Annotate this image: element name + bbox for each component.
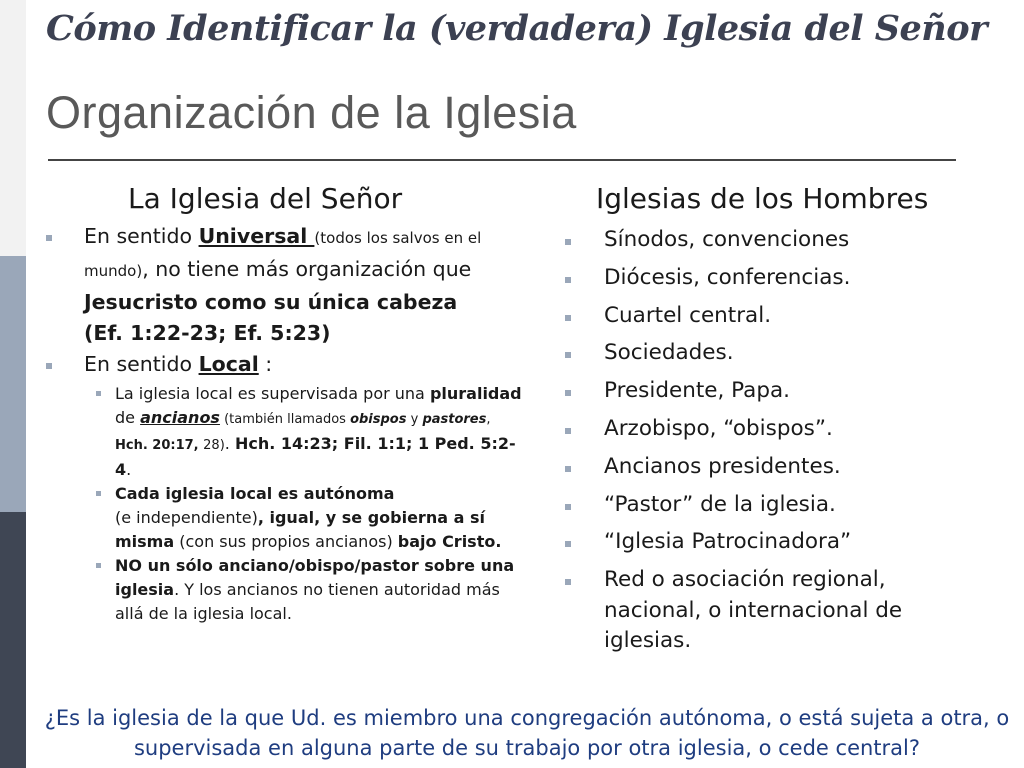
bullet-icon [565,390,571,396]
list-item-autonomy: Cada iglesia local es autónoma (e independiente), igual, y se gobierna a sí misma (con sus propios ancianos) bajo Cristo. [84,482,524,554]
list-item: “Iglesia Patrocinadora” [565,527,985,558]
bullet-icon [96,391,101,396]
list-item: Cuartel central. [565,301,985,332]
bullet-icon [565,541,571,547]
list-item: Red o asociación regional, nacional, o internacional de iglesias. [565,565,985,657]
left-column-heading: La Iglesia del Señor [128,182,403,215]
side-bar-middle [0,256,26,512]
slide-supertitle: Cómo Identificar la (verdadera) Iglesia del Señor [46,8,988,49]
list-item: Ancianos presidentes. [565,452,985,483]
bullet-icon [96,491,101,496]
closing-question: ¿Es la iglesia de la que Ud. es miembro una congregación autónoma, o está sujeta a otra, o supervisada en alguna parte de su trabajo por otra iglesia, o cede central? [44,706,1010,760]
bullet-icon [565,428,571,434]
list-item: Presidente, Papa. [565,376,985,407]
bullet-icon [46,235,52,241]
bullet-icon [565,579,571,585]
bullet-icon [96,563,101,568]
left-bullet-list [44,221,524,626]
list-item: Sociedades. [565,338,985,369]
title-divider [48,159,956,161]
side-bar-bottom [0,512,26,768]
local-sub-list [84,382,524,626]
bullet-icon [565,277,571,283]
list-item-universal: En sentido Universal (todos los salvos en el mundo), no tiene más organización que Jesucristo como su única cabeza (Ef. 1:22-23; Ef. 5:23) [44,221,524,349]
bullet-icon [565,466,571,472]
bullet-icon [46,363,52,369]
right-bullet-list [565,225,985,664]
bullet-icon [565,352,571,358]
list-item-plurality: NO un sólo anciano/obispo/pastor sobre una iglesia. Y los ancianos no tienen autoridad más allá de la iglesia local. [84,554,524,626]
list-item: Arzobispo, “obispos”. [565,414,985,445]
list-item: Sínodos, convenciones [565,225,985,256]
slide-title: Organización de la Iglesia [46,87,577,138]
bullet-icon [565,315,571,321]
side-bar-top [0,0,26,256]
list-item-local: En sentido Local : La iglesia local es supervisada por una pluralidad de ancianos (también llamados obispos y pastores, Hch. 20:17, 28). Hch. 14:23; Fil. 1:1; 1 Ped. 5:2-4. Cada iglesia local es autónoma (e independiente), igual, y se gobierna a sí misma (con sus propios ancianos) bajo Cristo. NO un sólo anciano/obispo/pastor sobre una iglesia. Y los ancianos no tienen autoridad más allá de la iglesia local. [44,349,524,626]
list-item: “Pastor” de la iglesia. [565,490,985,521]
right-column-heading: Iglesias de los Hombres [596,182,929,215]
list-item-supervision: La iglesia local es supervisada por una pluralidad de ancianos (también llamados obispos y pastores, Hch. 20:17, 28). Hch. 14:23; Fil. 1:1; 1 Ped. 5:2-4. [84,382,524,482]
bullet-icon [565,504,571,510]
list-item: Diócesis, conferencias. [565,263,985,294]
bullet-icon [565,239,571,245]
